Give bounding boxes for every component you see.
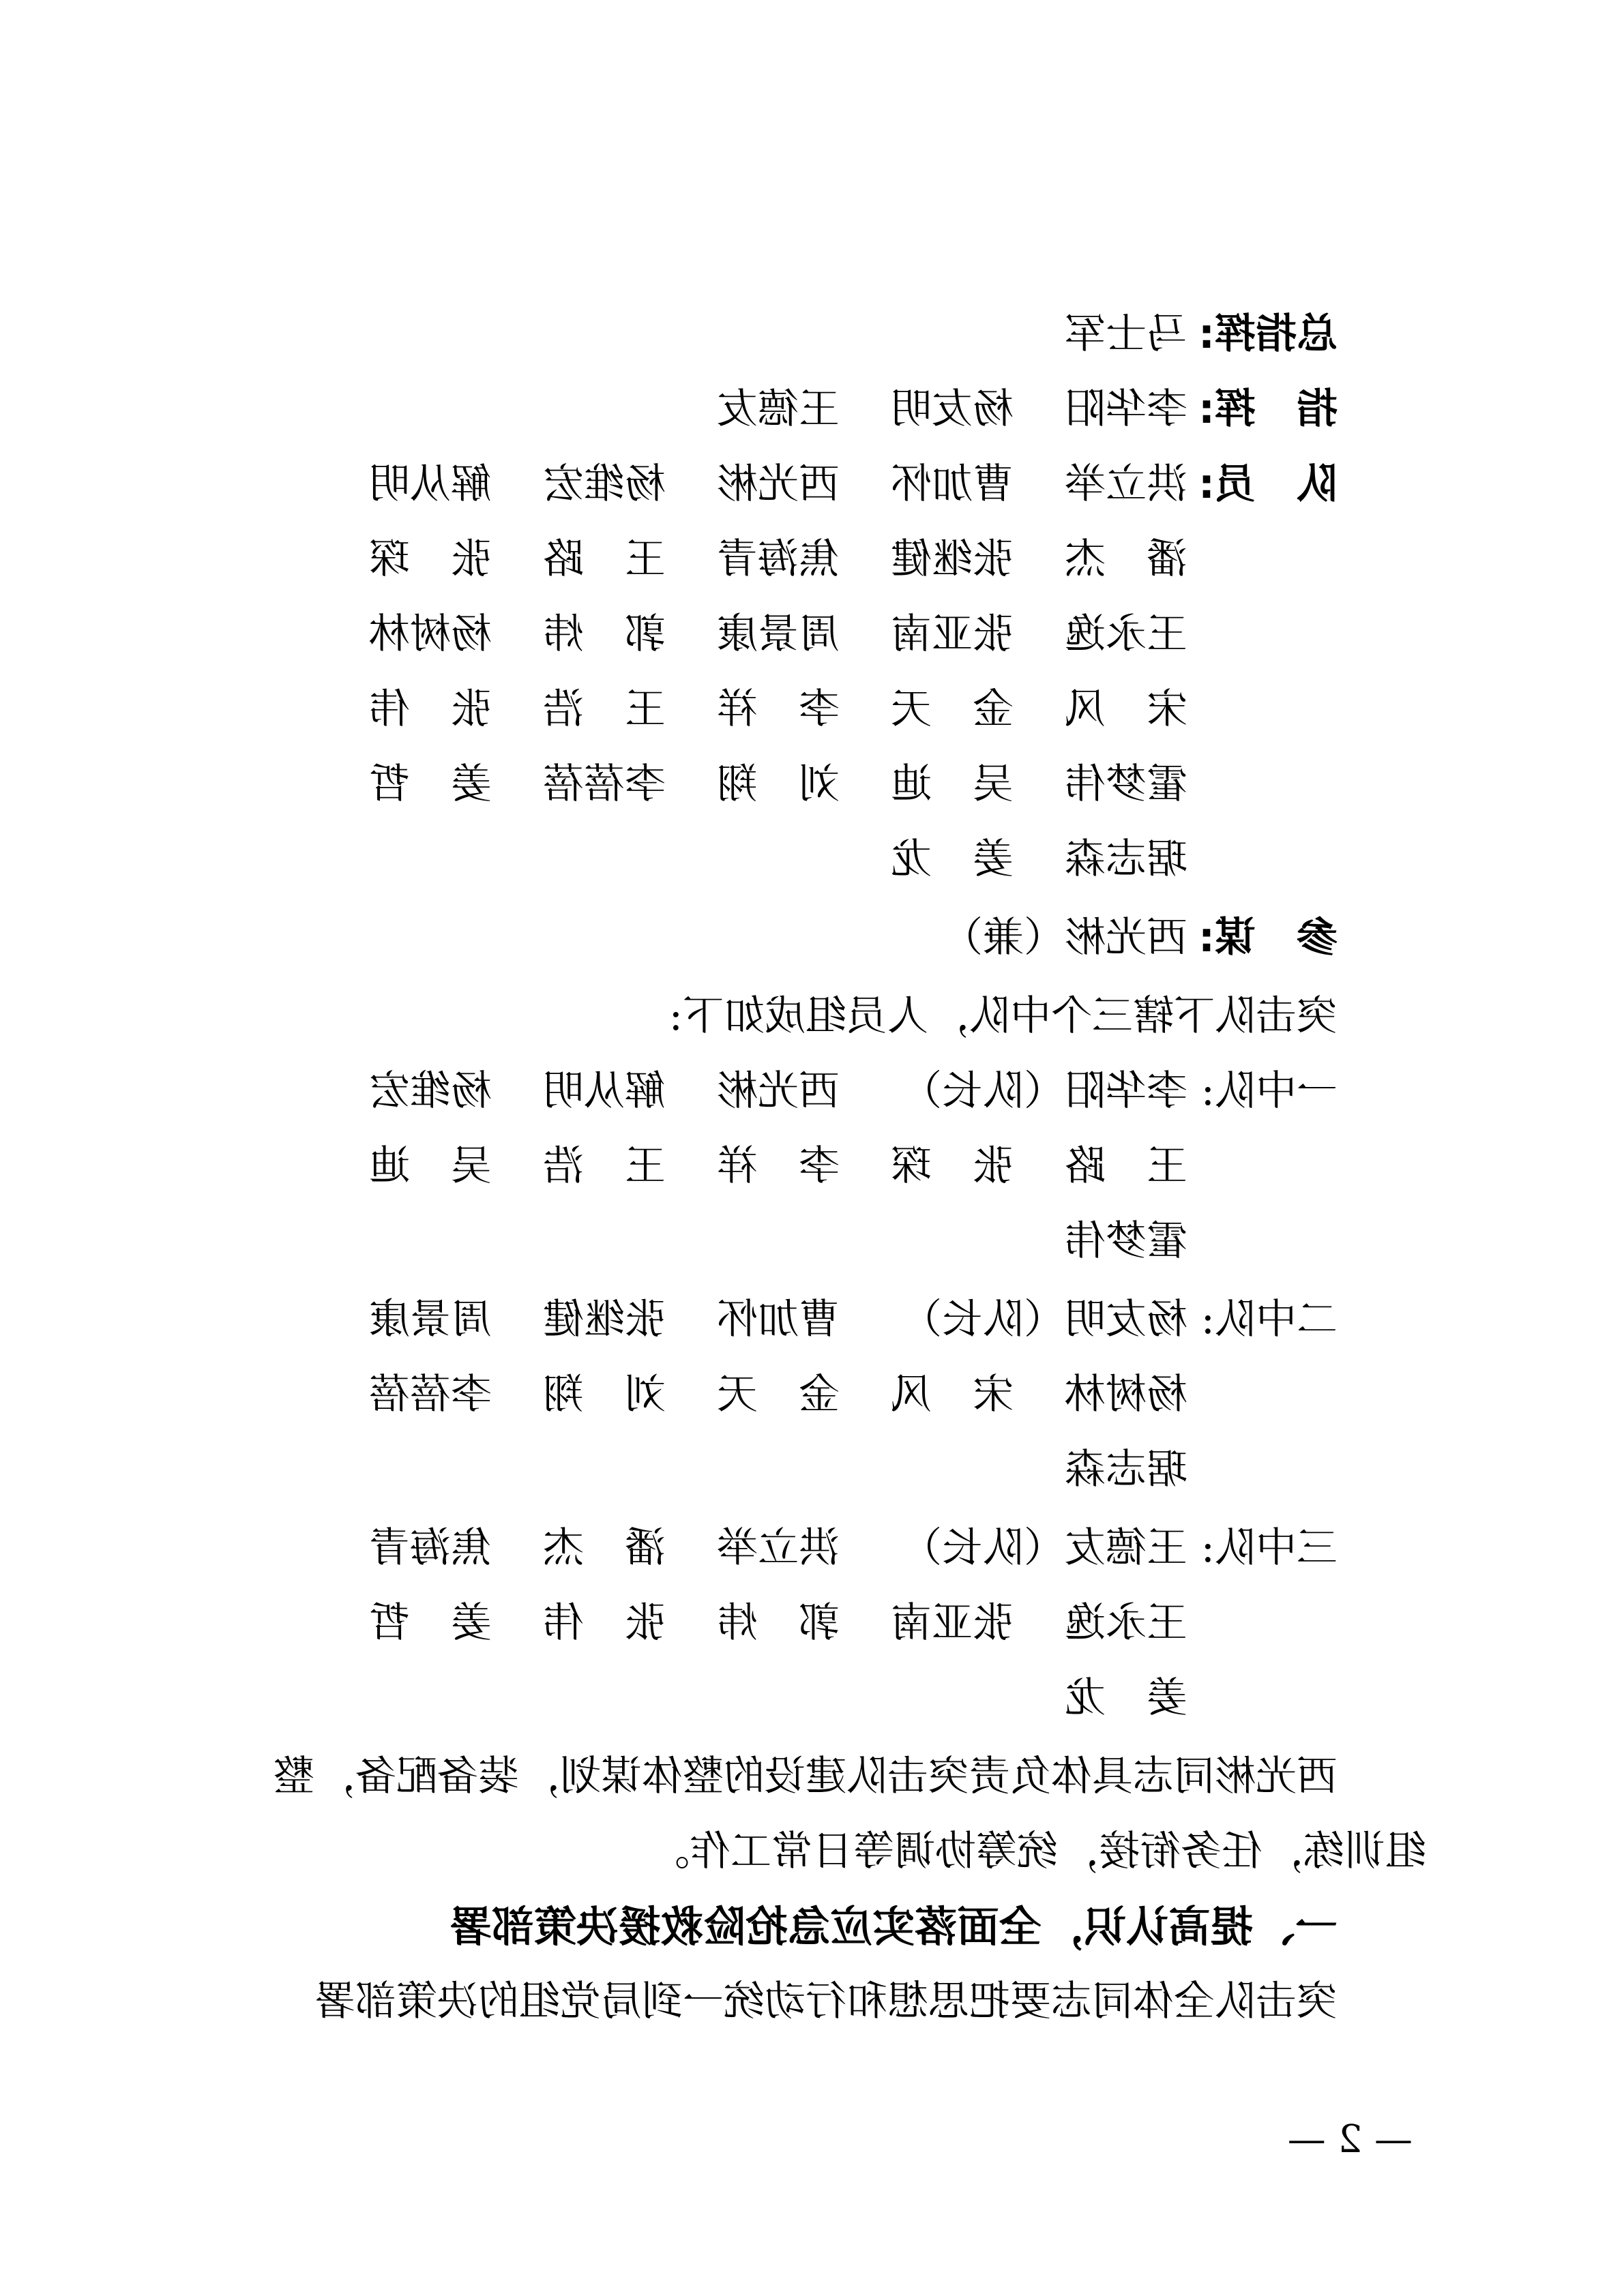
squad-member: 潘 杰	[543, 1524, 666, 1572]
squad-label: 二中队:	[1200, 1296, 1338, 1343]
member-name: 张 琛	[369, 535, 492, 583]
squad-member: 吴 迪	[369, 1142, 492, 1190]
member-name: 郭 炜	[543, 610, 666, 658]
squad-leader: 杨友明（队长）	[901, 1296, 1187, 1343]
section-heading-text: 一、提高认识，全面落实应急抢险救援决策部署	[449, 1902, 1338, 1952]
member-name: 杨树林	[369, 610, 492, 658]
squad-member: 霍梦伟	[1065, 1217, 1187, 1265]
member-name: 解从明	[369, 460, 492, 508]
squad-label: 一中队:	[1200, 1067, 1338, 1115]
member-name: 姜 哲	[369, 760, 492, 808]
member-name: 洪立举	[1065, 460, 1187, 508]
member-name: 宋 风	[1065, 685, 1187, 733]
squad-member: 张亚南	[891, 1599, 1014, 1647]
member-name: 张 伟	[369, 685, 492, 733]
directors-label: 指 挥:	[1198, 385, 1338, 433]
member-name: 琚志森	[1065, 835, 1187, 883]
squad-member: 洪立举	[717, 1524, 840, 1572]
squad-member: 焦海青	[369, 1524, 492, 1572]
commander-name: 马士军	[1065, 310, 1187, 358]
member-name: 潘 杰	[1065, 535, 1187, 583]
member-name: 王永逸	[1065, 610, 1187, 658]
squad-member: 金 天	[717, 1371, 840, 1418]
squad-member: 郭 炜	[717, 1599, 840, 1647]
squad-member: 姜 龙	[1065, 1674, 1187, 1722]
squad-member: 解从明	[543, 1067, 666, 1115]
squad-member: 西光彬	[717, 1067, 840, 1115]
member-name: 西光彬	[717, 460, 840, 508]
squad-member: 李 祥	[717, 1142, 840, 1190]
commander-label: 总指挥:	[1198, 310, 1338, 358]
member-name: 张继健	[891, 535, 1014, 583]
member-name: 姜 龙	[891, 835, 1014, 883]
advisor-name: 西光彬（兼）	[942, 914, 1187, 961]
body-line: 突击队全体同志要把思想和行动统一到局党组的决策部署	[314, 1978, 1338, 2025]
squad-leader: 王德友（队长）	[901, 1524, 1187, 1572]
squad-member: 宋 风	[891, 1371, 1014, 1418]
member-name: 焦海青	[717, 535, 840, 583]
squad-member: 姜 哲	[369, 1599, 492, 1647]
squad-member: 王 路	[1065, 1142, 1187, 1190]
member-name: 张亚南	[891, 610, 1014, 658]
page-number: — 2 —	[1287, 2117, 1413, 2162]
squad-member: 杨树林	[1065, 1371, 1187, 1418]
squad-member: 张 琛	[891, 1142, 1014, 1190]
member-name: 曹加怀	[891, 460, 1014, 508]
squad-member: 杨维宏	[369, 1067, 492, 1115]
director-name: 杨友明	[891, 385, 1014, 433]
squad-member: 刘 翔	[543, 1371, 666, 1418]
member-name: 李蓓蓓	[543, 760, 666, 808]
squad-member: 周景康	[369, 1296, 492, 1343]
squad-member: 曹加怀	[717, 1296, 840, 1343]
squad-member: 张继健	[543, 1296, 666, 1343]
member-name: 王 浩	[543, 685, 666, 733]
member-name: 霍梦伟	[1065, 760, 1187, 808]
member-name: 王 路	[543, 535, 666, 583]
member-name: 吴 迪	[891, 760, 1014, 808]
squad-label: 三中队:	[1200, 1524, 1338, 1572]
director-name: 李华阳	[1065, 385, 1187, 433]
squads-intro-text: 突击队下辖三个中队，人员组成如下:	[668, 992, 1338, 1040]
responsibility-line: 组训练，任务衔接，统筹协调等日常工作。	[649, 1828, 1426, 1875]
member-name: 李 祥	[717, 685, 840, 733]
squad-leader: 李华阳（队长）	[901, 1067, 1187, 1115]
squad-member: 王 浩	[543, 1142, 666, 1190]
director-name: 王德友	[717, 385, 840, 433]
squad-member: 王永逸	[1065, 1599, 1187, 1647]
members-label: 队 员:	[1198, 460, 1338, 508]
squad-member: 张 伟	[543, 1599, 666, 1647]
squad-member: 李蓓蓓	[369, 1371, 492, 1418]
responsibility-line: 西光彬同志具体负责突击队建设的整体谋划，装备配备，整	[274, 1753, 1338, 1800]
squad-member: 琚志森	[1065, 1446, 1187, 1493]
body-paragraph	[314, 1978, 1624, 2104]
member-name: 刘 翔	[717, 760, 840, 808]
member-name: 杨维宏	[543, 460, 666, 508]
advisor-label: 参 谋:	[1198, 914, 1338, 961]
member-name: 周景康	[717, 610, 840, 658]
member-name: 金 天	[891, 685, 1014, 733]
